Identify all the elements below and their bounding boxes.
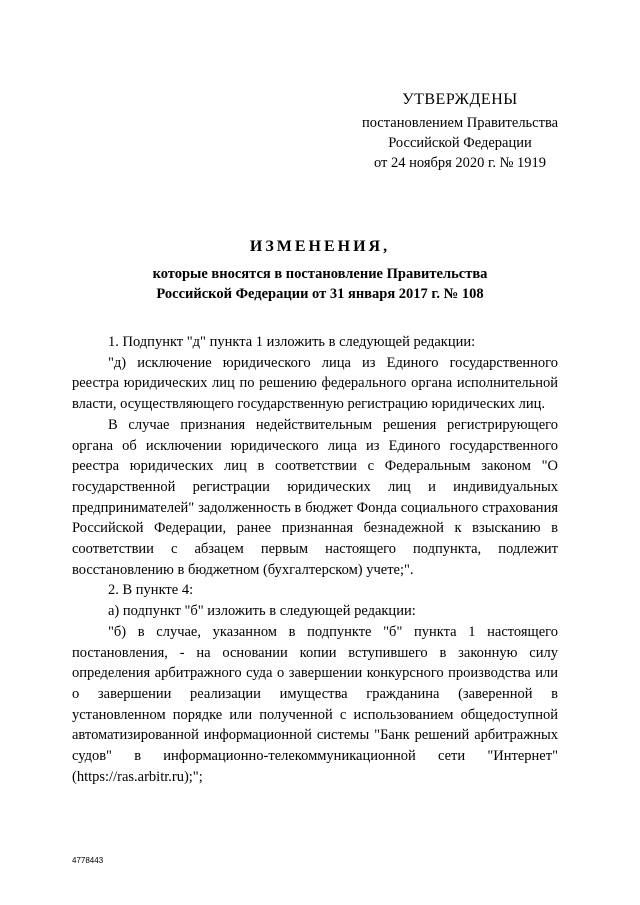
paragraph-5: а) подпункт "б" изложить в следующей редакции:: [108, 603, 416, 620]
document-body: [72, 332, 558, 787]
approval-title: УТВЕРЖДЕНЫ: [402, 91, 518, 108]
paragraph-4: 2. В пункте 4:: [108, 582, 194, 599]
paragraph-2: "д) исключение юридического лица из Единого государственного реестра юридических лиц по решению федерального органа исполнительной власти, осуществляющего государственную регистрацию юридических лиц.: [72, 354, 558, 413]
paragraph-6: "б) в случае, указанном в подпункте "б" пункта 1 настоящего постановления, - на основании копии вступившего в законную силу определения арбитражного суда о завершении конкурсного производства или о завершении реализации имущества гражданина (заверенной в установленном порядке или полученной с использованием общедоступной автоматизированной информационной системы "Банк решений арбитражных судов" в информационно-телекоммуникационной сети "Интернет" (https://ras.arbitr.ru);";: [72, 623, 558, 785]
paragraph-1: 1. Подпункт "д" пункта 1 изложить в следующей редакции:: [108, 334, 476, 350]
approval-line-1: постановлением Правительства: [361, 115, 559, 131]
document-id: 4778443: [72, 856, 104, 865]
heading-title: ИЗМЕНЕНИЯ,: [249, 238, 391, 255]
heading-line-2: Российской Федерации от 31 января 2017 г. № 108: [156, 286, 484, 302]
approval-line-3: от 24 ноября 2020 г. № 1919: [373, 155, 547, 171]
paragraph-3: В случае признания недействительным решения регистрирующего органа об исключении юридического лица из Единого государственного реестра юридических лиц в соответствии с Федеральным законом "О государственной регистрации юридических лиц и индивидуальных предпринимателей" задолженность в бюджет Фонда социального страхования Российской Федерации, ранее признанная безнадежной к взысканию в соответствии с абзацем первым настоящего подпункта, подлежит восстановлению в бюджетном (бухгалтерском) учете;".: [72, 416, 558, 578]
document-heading: [0, 238, 640, 304]
approval-line-2: Российской Федерации: [388, 135, 532, 151]
approval-block: [320, 90, 600, 173]
heading-line-1: которые вносятся в постановление Правительства: [152, 266, 488, 282]
